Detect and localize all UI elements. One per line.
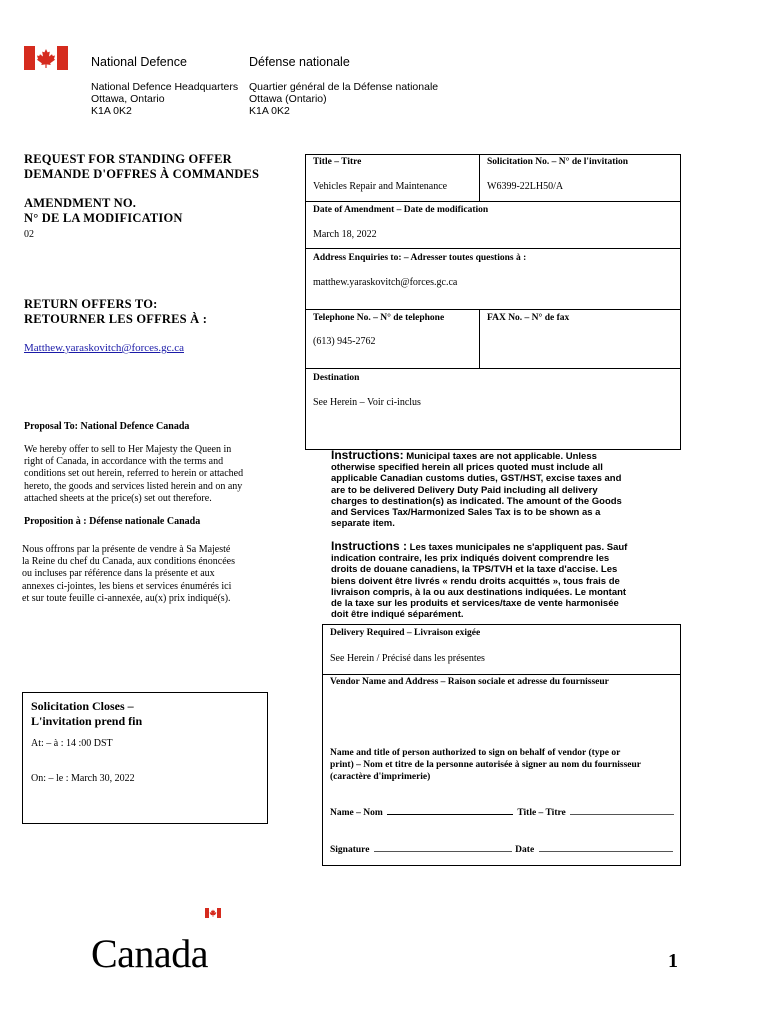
enquiries-label: Address Enquiries to: – Adresser toutes questions à : [313,253,527,263]
amendment-number: 02 [24,229,34,240]
instructions-en: Instructions: Municipal taxes are not applicable. Unless otherwise specified herein all prices quoted must include all applicable Canadian customs duties, GST/HST, excise taxes and are to be delivered Delivery Duty Paid including all delivery charges to destination(s) as indicated. The amount of the Goods and Services Tax/Harmonized Sales Tax is to be shown as a separate item. [331,448,622,530]
dept-name-en: National Defence [91,55,187,69]
date-field[interactable] [539,843,673,852]
divider [305,248,681,249]
solicitation-value: W6399-22LH50/A [487,181,564,192]
proposition-heading: Proposition à : Défense nationale Canada [24,516,201,527]
divider [305,309,681,310]
name-field[interactable] [387,806,513,815]
enquiries-value: matthew.yaraskovitch@forces.gc.ca [313,277,458,288]
dept-name-fr: Défense nationale [249,55,350,69]
delivery-label: Delivery Required – Livraison exigée [330,628,481,638]
return-email-link[interactable]: Matthew.yaraskovitch@forces.gc.ca [24,342,184,354]
amendment-date-label: Date of Amendment – Date de modification [313,205,489,215]
signature-date-line: Signature Date [330,843,673,855]
vendor-name-address-label[interactable]: Vendor Name and Address – Raison sociale et adresse du fournisseur [330,677,609,687]
proposition-text: Nous offrons par la présente de vendre à Sa Majesté la Reine du chef du Canada, aux conditions énoncées ou incluses par référence dans la présente et aux annexes ci-jointes, les biens et services énumérés ici et sur toute feuille ci-annexée, au(x) prix indiqué(s). [22,544,235,604]
instructions-fr: Instructions : Les taxes municipales ne s'appliquent pas. Sauf indication contraire, les prix indiqués doivent comprendre les droits de douane canadiens, la TPS/TVH et la taxe d'accise. Les biens doivent être livrés « rendu droits acquittés », tous frais de livraison compris, à la ou aux destinations indiquées. Le montant de la taxe sur les produits et services/taxe de vente harmonisée doit être indiqué séparément. [331,539,628,621]
address-fr: Quartier général de la Défense nationale Ottawa (Ontario) K1A 0K2 [249,81,439,117]
canada-wordmark-flag-icon [205,908,221,918]
page-number: 1 [668,950,678,972]
destination-value: See Herein – Voir ci-inclus [313,397,421,408]
telephone-value: (613) 945-2762 [313,336,376,347]
name-title-line: Name – Nom Title – Titre [330,806,674,818]
telephone-label: Telephone No. – N° de telephone [313,313,445,323]
fax-label: FAX No. – N° de fax [487,313,570,323]
return-offers-heading: RETURN OFFERS TO: RETOURNER LES OFFRES À : [24,297,208,326]
delivery-value: See Herein / Précisé dans les présentes [330,653,485,664]
proposal-heading: Proposal To: National Defence Canada [24,421,190,432]
closes-time: At: – à : 14 :00 DST [31,738,113,749]
divider [305,368,681,369]
amendment-date-value: March 18, 2022 [313,229,377,240]
divider [305,201,681,202]
closes-date: On: – le : March 30, 2022 [31,773,135,784]
signature-field[interactable] [374,843,512,852]
amendment-heading: AMENDMENT NO. N° DE LA MODIFICATION [24,196,183,225]
document-title: REQUEST FOR STANDING OFFER DEMANDE D'OFFRES À COMMANDES [24,152,260,181]
title-label: Title – Titre [313,157,362,167]
address-en: National Defence Headquarters Ottawa, Ontario K1A 0K2 [91,81,239,117]
title-field[interactable] [570,806,674,815]
divider [322,674,681,675]
canada-wordmark: Canada [91,931,208,976]
proposal-text: We hereby offer to sell to Her Majesty the Queen in right of Canada, in accordance with the terms and conditions set out herein, referred to herein or attached hereto, the goods and services listed herein and on any attached sheets at the price(s) set out therefore. [24,444,244,504]
divider [479,154,480,201]
solicitation-closes-box [22,692,268,824]
divider [479,309,480,368]
closes-heading: Solicitation Closes – L'invitation prend fin [31,699,143,728]
authorized-person-text: Name and title of person authorized to sign on behalf of vendor (type or print) – Nom et titre de la personne autorisée à signer au nom du fournisseur (caractère d'imprimerie) [330,748,642,782]
title-value: Vehicles Repair and Maintenance [313,181,448,192]
solicitation-label: Solicitation No. – N° de l'invitation [487,157,629,167]
canada-flag-icon [24,46,68,70]
destination-label: Destination [313,373,360,383]
